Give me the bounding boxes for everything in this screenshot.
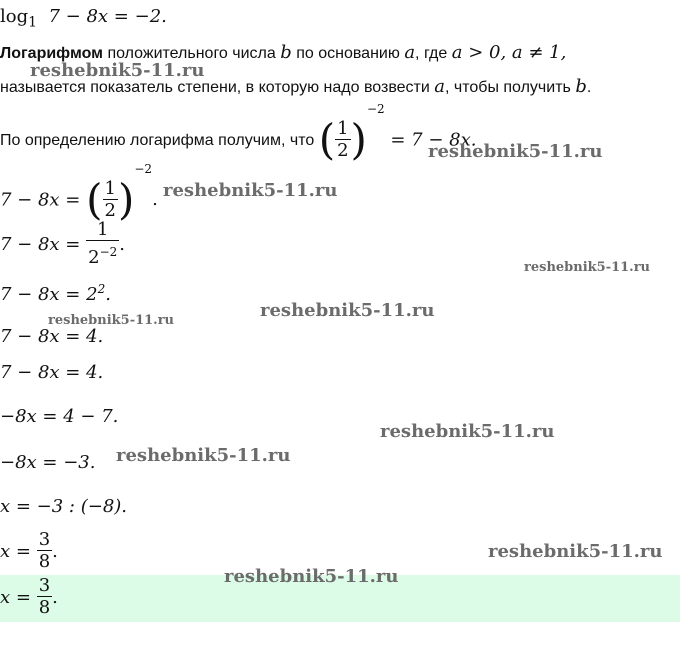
watermark: reshebnik5-11.ru	[224, 566, 399, 587]
definition-line1: Логарифмом положительного числа b по основанию a, где a > 0, a ≠ 1,	[0, 42, 567, 63]
step-6: −8x = 4 − 7.	[0, 406, 119, 427]
watermark: reshebnik5-11.ru	[48, 313, 175, 328]
problem-statement: $\log_1 7 - 8x = -2$.	[0, 6, 167, 31]
watermark: reshebnik5-11.ru	[488, 541, 663, 562]
watermark: reshebnik5-11.ru	[524, 260, 651, 275]
watermark: reshebnik5-11.ru	[260, 300, 435, 321]
step-1: 7 − 8x = ( $\frac{1}{2}$ )$^{-2}$.	[0, 162, 158, 224]
step-4: 7 − 8x = 4.	[0, 326, 104, 347]
watermark: reshebnik5-11.ru	[116, 445, 291, 466]
step-2: 7 − 8x = $\frac{1}{2^{-2}}$ .	[0, 219, 126, 268]
watermark: reshebnik5-11.ru	[163, 180, 338, 201]
step-8: x = −3 : (−8).	[0, 496, 128, 517]
step-7: −8x = −3.	[0, 452, 96, 473]
intro-line: По определению логарифма получим, что ( $\frac{1}{2}$ )$^{-2}$ = 7 − 8x.	[0, 102, 477, 164]
answer-line: x = $\frac{3}{8}$ .	[0, 575, 58, 618]
step-3: $7 - 8x = 2^2$.	[0, 282, 111, 305]
definition-line2: называется показатель степени, в которую надо возвести a, чтобы получить b.	[0, 76, 592, 97]
step-9: x = $\frac{3}{8}$ .	[0, 529, 58, 572]
step-5: 7 − 8x = 4.	[0, 362, 104, 383]
watermark: reshebnik5-11.ru	[30, 60, 205, 81]
watermark: reshebnik5-11.ru	[380, 421, 555, 442]
watermark: reshebnik5-11.ru	[428, 141, 603, 162]
